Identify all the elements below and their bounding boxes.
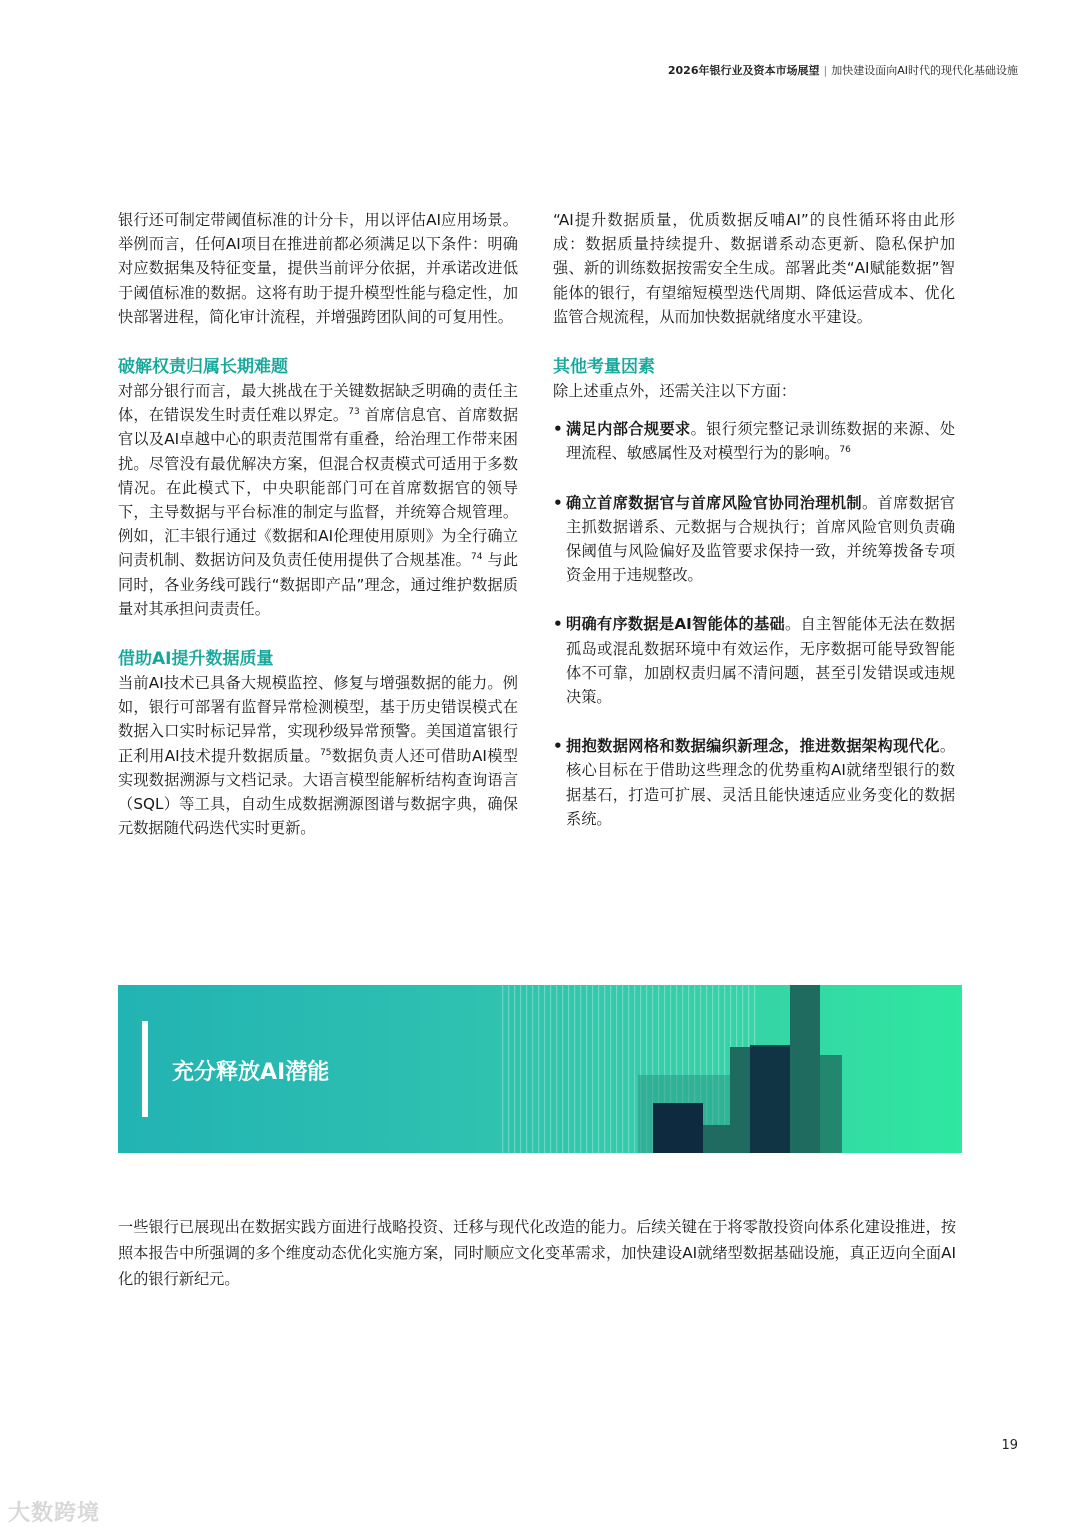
list-item (553, 417, 955, 465)
ownership-text-1: 对部分银行而言，最大挑战在于关键数据缺乏明确的责任主体，在错误发生时责任难以界定。 (118, 382, 518, 425)
page-number: 19 (1001, 1438, 1018, 1453)
bullet-bold-lead: 满足内部合规要求 (566, 420, 691, 439)
bullet-dot: • (553, 420, 563, 439)
data-quality-paragraph (118, 671, 518, 840)
banner-tower (790, 985, 820, 1153)
section-banner (118, 985, 962, 1153)
data-quality-text-2: 数据负责人还可借助AI模型实现数据溯源与文档记录。大语言模型能解析结构查询语言（SQL）等工具，自动生成数据溯源图谱与数据字典，确保元数据随代码迭代实时更新。 (118, 746, 518, 838)
bullet-dot: • (553, 615, 563, 634)
considerations-list (553, 417, 955, 831)
bullet-dot: • (553, 737, 563, 756)
footnote-ref-74[interactable]: 74 (471, 552, 483, 563)
data-quality-text-1: 当前AI技术已具备大规模监控、修复与增强数据的能力。例如，银行可部署有监督异常检测模型，基于历史错误模式在数据入口实时标记异常，实现秒级异常预警。美国道富银行正利用AI技术提升数据质量。 (118, 674, 518, 765)
heading-other-considerations: 其他考量因素 (553, 357, 655, 378)
watermark-logo: 大数跨境 (8, 1501, 101, 1526)
banner-building (703, 1125, 733, 1153)
report-title: 2026年银行业及资本市场展望 (667, 64, 820, 77)
left-intro-paragraph: 银行还可制定带阈值标准的计分卡，用以评估AI应用场景。举例而言，任何AI项目在推进前都必须满足以下条件：明确对应数据集及特征变量，提供当前评分依据，并承诺改进低于阈值标准的数据。这将有助于提升模型性能与稳定性，加快部署进程，简化审计流程，并增强跨团队间的可复用性。 (118, 211, 518, 326)
banner-building-dark (653, 1103, 703, 1153)
ownership-paragraph (118, 379, 518, 621)
closing-paragraph: 一些银行已展现出在数据实践方面进行战略投资、迁移与现代化改造的能力。后续关键在于将零散投资向体系化建设推进，按照本报告中所强调的多个维度动态优化实施方案，同时顺应文化变革需求，加快建设AI就绪型数据基础设施，真正迈向全面AI化的银行新纪元。 (118, 1218, 956, 1288)
running-header (668, 62, 1018, 78)
footnote-ref-76[interactable]: 76 (839, 445, 851, 456)
banner-building-dark (750, 1045, 792, 1153)
heading-ownership: 破解权责归属长期难题 (118, 357, 288, 378)
banner-building (820, 1055, 842, 1153)
heading-data-quality: 借助AI提升数据质量 (118, 649, 274, 670)
list-item (553, 491, 955, 588)
bullet-text: 。自主智能体无法在数据孤岛或混乱数据环境中有效运作，无序数据可能导致智能体不可靠，加剧权责归属不清问题，甚至引发错误或违规决策。 (566, 615, 956, 707)
bullet-bold-lead: 明确有序数据是AI智能体的基础 (566, 615, 785, 634)
bullet-dot: • (553, 493, 563, 512)
ownership-text-3: 与此同时，各业务线可践行“数据即产品”理念，通过维护数据质量对其承担问责责任。 (118, 551, 519, 618)
header-separator: | (823, 64, 828, 77)
bullet-text: 。银行须完整记录训练数据的来源、处理流程、敏感属性及对模型行为的影响。 (566, 420, 956, 463)
list-item (553, 612, 955, 709)
other-considerations-intro: 除上述重点外，还需关注以下方面： (553, 382, 796, 401)
footnote-ref-75[interactable]: 75 (320, 747, 332, 758)
footnote-ref-73[interactable]: 73 (348, 407, 360, 418)
bullet-text: 。首席数据官主抓数据谱系、元数据与合规执行；首席风险官则负责确保阈值与风险偏好及监管要求保持一致，并统筹拨备专项资金用于违规整改。 (566, 493, 956, 585)
list-item (553, 734, 955, 831)
right-column (553, 208, 955, 856)
section-title: 加快建设面向AI时代的现代化基础设施 (831, 64, 1018, 77)
banner-accent-bar (142, 1021, 148, 1117)
bullet-text: 。核心目标在于借助这些理念的优势重构AI就绪型银行的数据基石，打造可扩展、灵活且能快速适应业务变化的数据系统。 (566, 737, 955, 828)
left-column (118, 208, 518, 840)
banner-title: 充分释放AI潜能 (172, 1060, 330, 1085)
ownership-text-2: 首席信息官、首席数据官以及AI卓越中心的职责范围常有重叠，给治理工作带来困扰。尽管没有最优解决方案，但混合权责模式可适用于多数情况。在此模式下，中央职能部门可在首席数据官的领导下，主导数据与平台标准的制定与监督，并统筹合规管理。例如，汇丰银行通过《数据和AI伦理使用原则》为全行确立问责机制、数据访问及负责任使用提供了合规基准。 (118, 406, 519, 570)
right-intro-paragraph: “AI提升数据质量，优质数据反哺AI”的良性循环将由此形成：数据质量持续提升、数据谱系动态更新、隐私保护加强、新的训练数据按需安全生成。部署此类“AI赋能数据”智能体的银行，有望缩短模型迭代周期、降低运营成本、优化监管合规流程，从而加快数据就绪度水平建设。 (553, 211, 955, 326)
bullet-bold-lead: 拥抱数据网格和数据编织新理念，推进数据架构现代化 (566, 737, 940, 756)
bullet-bold-lead: 确立首席数据官与首席风险官协同治理机制 (566, 493, 862, 512)
